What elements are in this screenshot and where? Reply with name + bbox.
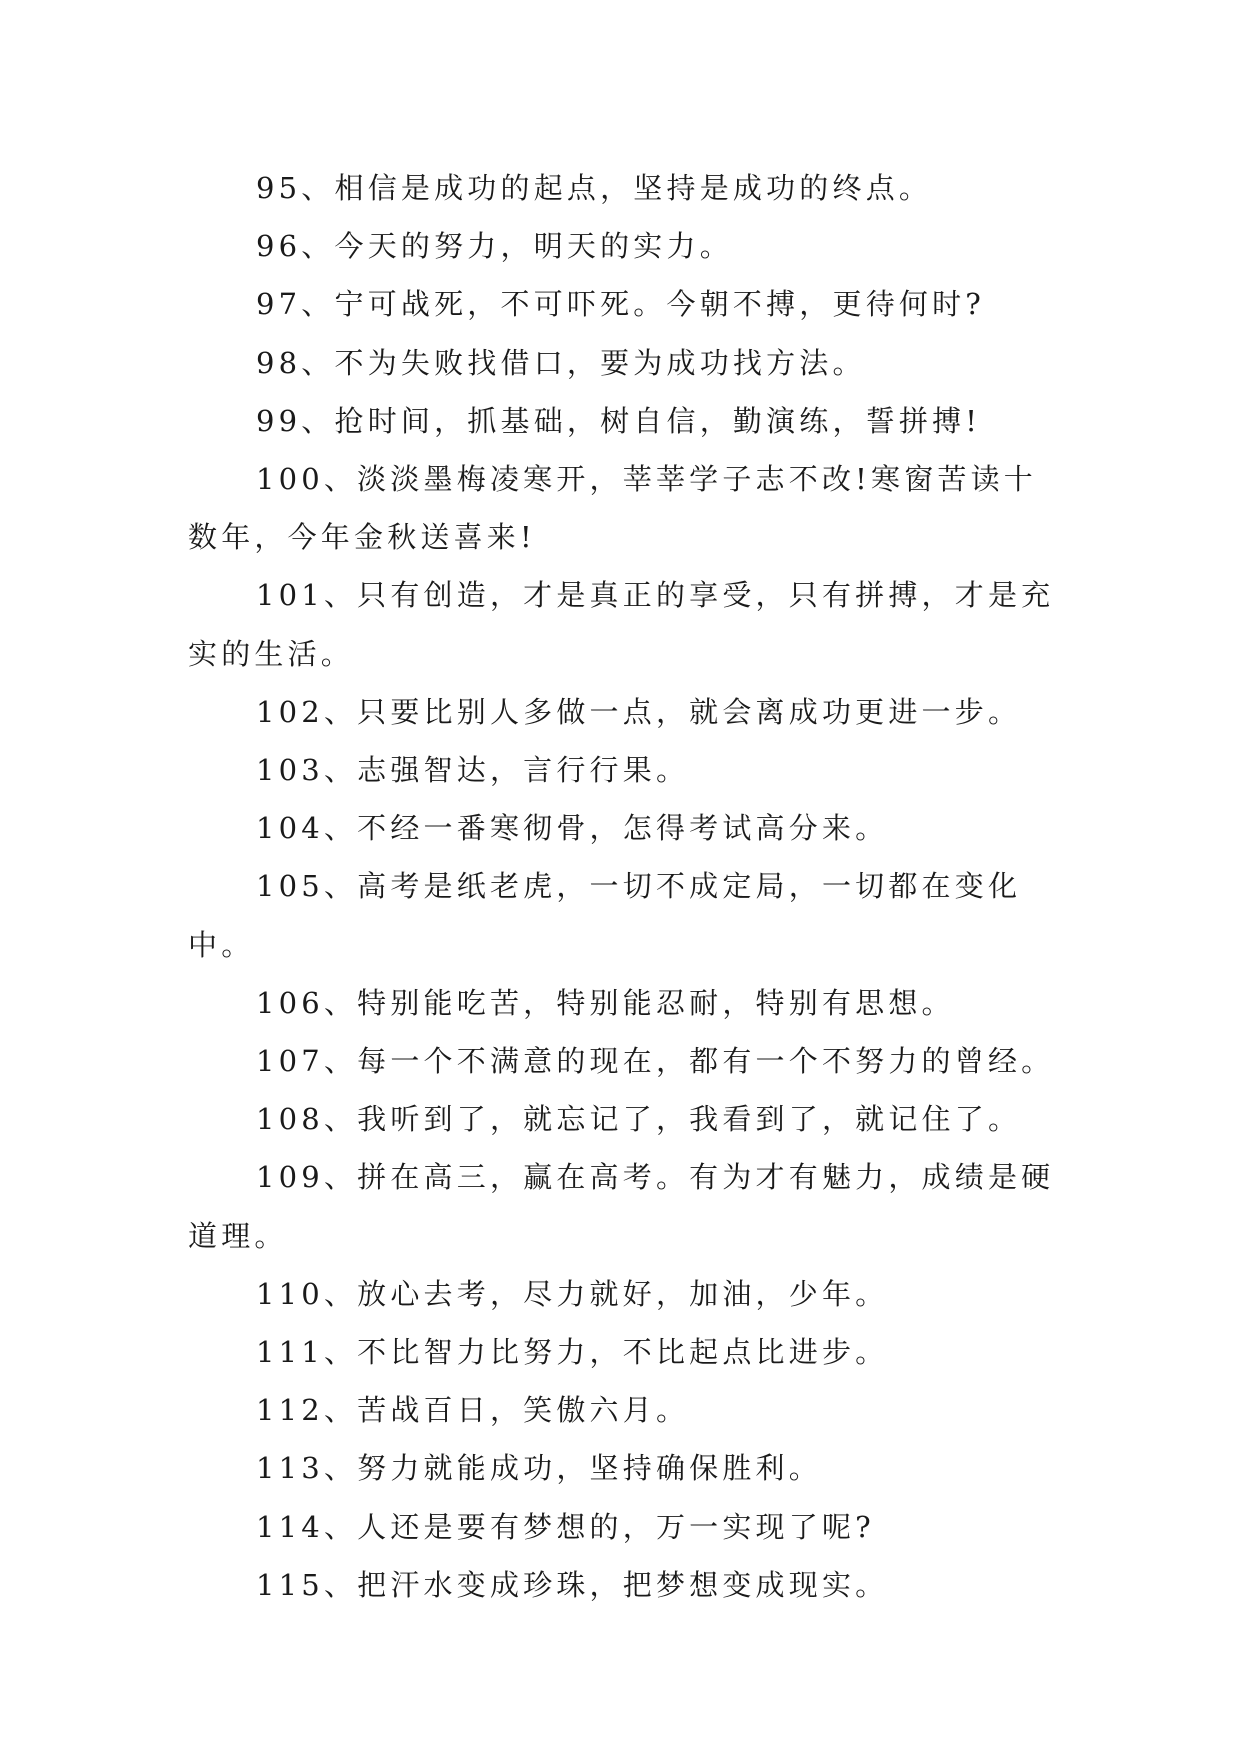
list-item: 102、只要比别人多做一点，就会离成功更进一步。 xyxy=(256,694,1022,729)
list-item: 109、拼在高三，赢在高考。有为才有魅力，成绩是硬道理。 xyxy=(188,1160,1055,1253)
list-item: 95、相信是成功的起点，坚持是成功的终点。 xyxy=(256,171,933,205)
list-item: 103、志强智达，言行行果。 xyxy=(256,753,690,788)
list-item: 110、放心去考，尽力就好，加油，少年。 xyxy=(256,1276,889,1311)
list-item: 98、不为失败找借口，要为成功找方法。 xyxy=(256,345,866,380)
list-item: 111、不比智力比努力，不比起点比进步。 xyxy=(256,1335,889,1370)
list-item: 96、今天的努力，明天的实力。 xyxy=(256,229,733,264)
list-item: 97、宁可战死，不可吓死。今朝不搏，更待何时? xyxy=(256,287,986,322)
list-item: 115、把汗水变成珍珠，把梦想变成现实。 xyxy=(256,1567,889,1602)
list-item: 104、不经一番寒彻骨，怎得考试高分来。 xyxy=(256,811,889,846)
list-item: 106、特别能吃苦，特别能忍耐，特别有思想。 xyxy=(256,985,955,1020)
list-item: 99、抢时间，抓基础，树自信，勤演练，誓拼搏! xyxy=(256,403,982,438)
list-item: 108、我听到了，就忘记了，我看到了，就记住了。 xyxy=(256,1102,1022,1137)
list-item: 112、苦战百日，笑傲六月。 xyxy=(256,1393,690,1428)
document-body xyxy=(188,159,1056,1614)
list-item: 113、努力就能成功，坚持确保胜利。 xyxy=(256,1451,822,1486)
list-item: 107、每一个不满意的现在，都有一个不努力的曾经。 xyxy=(256,1044,1055,1079)
list-item: 100、淡淡墨梅凌寒开，莘莘学子志不改!寒窗苦读十数年，今年金秋送喜来! xyxy=(188,462,1038,555)
list-item: 114、人还是要有梦想的，万一实现了呢? xyxy=(256,1509,875,1544)
list-item: 101、只有创造，才是真正的享受，只有拼搏，才是充实的生活。 xyxy=(188,578,1055,671)
list-item: 105、高考是纸老虎，一切不成定局，一切都在变化中。 xyxy=(188,869,1022,962)
